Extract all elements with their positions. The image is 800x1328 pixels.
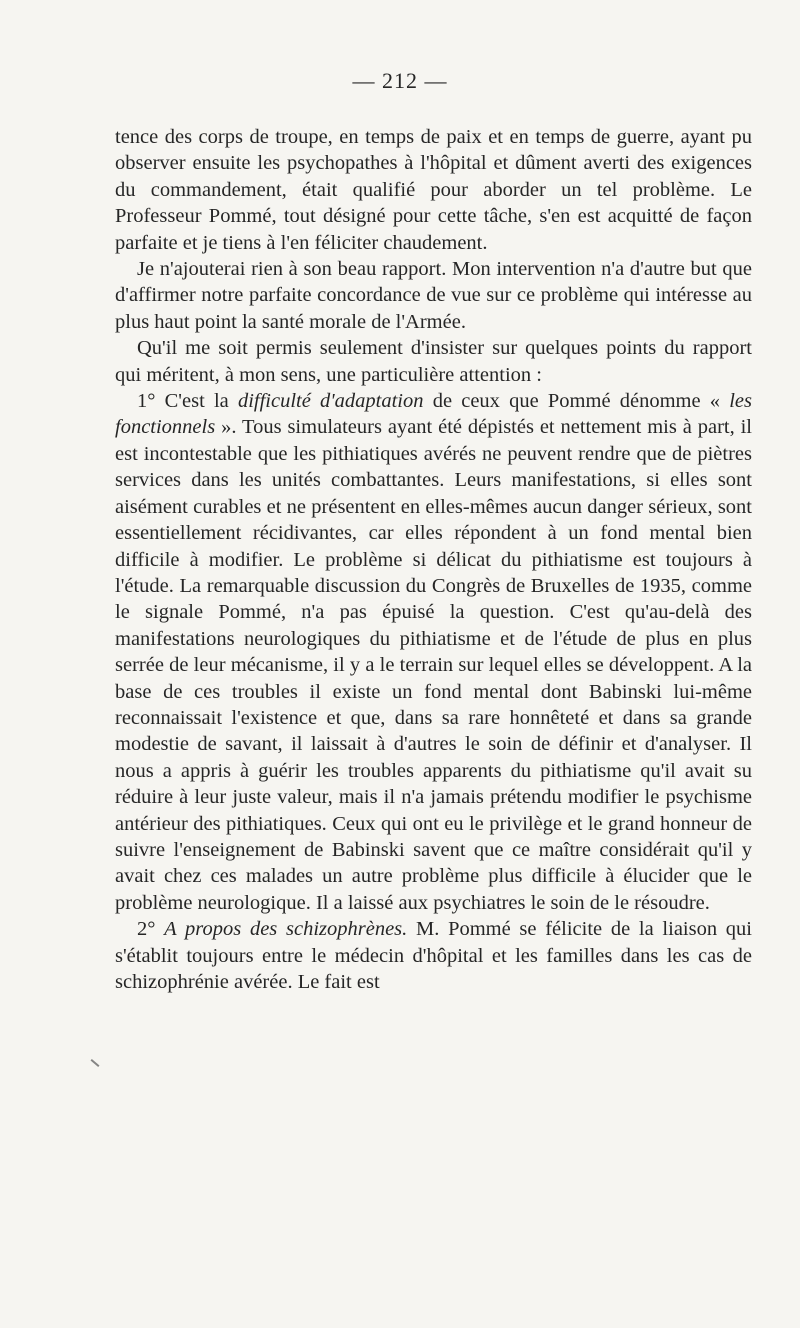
paragraph-4-italic-1: difficulté d'adaptation xyxy=(237,390,424,413)
stray-ink-mark xyxy=(91,1059,100,1067)
page-number: — 212 — xyxy=(352,68,448,93)
paragraph-4-italic-2: les fonctionnels xyxy=(115,390,752,439)
paragraph-5-italic: A propos des schizophrènes. xyxy=(164,918,408,941)
paragraph-4 xyxy=(115,388,752,916)
paragraph-2: Je n'ajouterai rien à son beau rapport. Mon intervention n'a d'autre but que d'affirmer notre parfaite concordance de vue sur ce problème qui intéresse au plus haut point la santé morale de l'Armée. xyxy=(115,258,752,333)
paragraph-4-lead: 1° C'est la xyxy=(137,390,238,413)
paragraph-5-lead: 2° xyxy=(137,918,165,941)
paragraph-4-rest: ». Tous simulateurs ayant été dépistés et nettement mis à part, il est incontestable que les pithiatiques avérés ne peuvent rendre que de piètres services dans les unités combattantes. Leurs manifestations, si elles sont aisément curables et ne présentent en elles-mêmes aucun danger sérieux, sont essentiellement récidivantes, car elles répondent à un fond mental bien difficile à modifier. Le problème si délicat du pithiatisme est toujours à l'étude. La remarquable discussion du Congrès de Bruxelles de 1935, comme le signale Pommé, n'a pas épuisé la question. C'est qu'au-delà des manifestations neurologiques du pithiatisme et de l'étude de plus en plus serrée de leur mécanisme, il y a le terrain sur lequel elles se développent. A la base de ces troubles il existe un fond mental dont Babinski lui-même reconnaissait l'existence et que, dans sa rare honnêteté et dans sa grande modestie de savant, il laissait à d'autres le soin de définir et d'analyser. Il nous a appris à guérir les troubles apparents du pithiatisme qu'il avait su réduire à leur juste valeur, mais il n'a jamais prétendu modifier le psychisme antérieur des pithiatiques. Ceux qui ont eu le privilège et le grand honneur de suivre l'enseignement de Babinski savent que ce maître considérait qu'il y avait chez ces malades un autre problème plus difficile à élucider que le problème neurologique. Il a laissé aux psychiatres le soin de le résoudre. xyxy=(115,416,752,914)
paragraph-1: tence des corps de troupe, en temps de paix et en temps de guerre, ayant pu observer ensuite les psychopathes à l'hôpital et dûment averti des exigences du commandement, était qualifié pour aborder un tel problème. Le Professeur Pommé, tout désigné pour cette tâche, s'en est acquitté de façon parfaite et je tiens à l'en féliciter chaudement. xyxy=(115,126,752,254)
paragraph-5-rest: M. Pommé se félicite de la liaison qui s'établit toujours entre le médecin d'hôpital et les familles dans les cas de schizophrénie avérée. Le fait est xyxy=(115,918,752,993)
paragraph-3: Qu'il me soit permis seulement d'insister sur quelques points du rapport qui méritent, à mon sens, une particulière attention : xyxy=(115,337,752,386)
paragraph-4-mid: de ceux que Pommé dénomme « xyxy=(423,390,730,413)
paragraph-5 xyxy=(115,916,752,995)
body-text xyxy=(115,124,752,995)
